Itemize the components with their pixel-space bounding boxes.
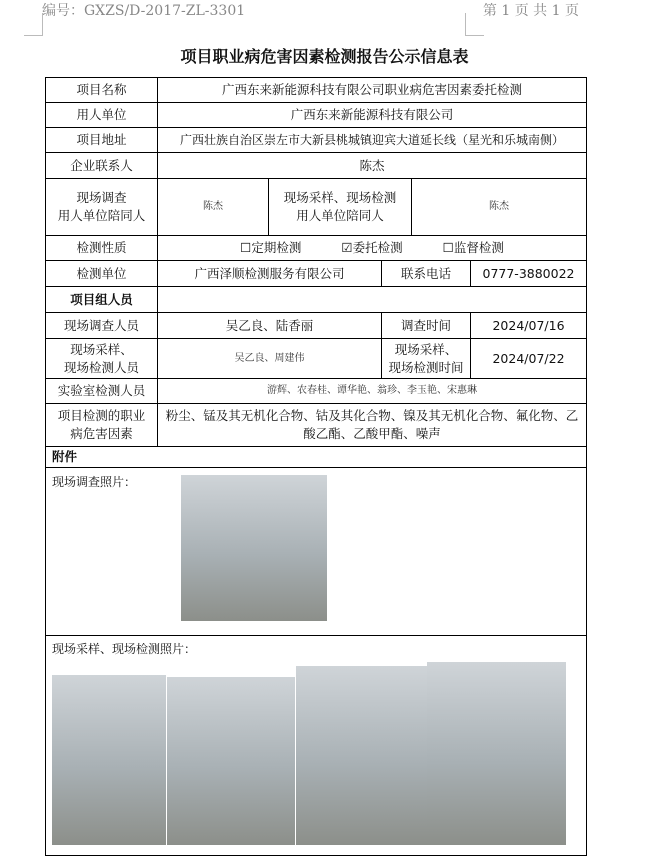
page-indicator: 第 1 页 共 1 页 <box>482 3 579 19</box>
samplers: 吴乙良、周建伟 <box>158 339 382 379</box>
label: 现场采样、现场检测 用人单位陪同人 <box>269 179 412 236</box>
testing-unit: 广西泽顺检测服务有限公司 <box>158 261 382 287</box>
survey-photos-label: 现场调查照片： <box>52 475 137 489</box>
section-label: 附件 <box>46 447 587 468</box>
sampling-photo <box>427 662 566 845</box>
contact: 陈杰 <box>158 153 587 179</box>
address: 广西壮族自治区崇左市大新县桃城镇迎宾大道延长线（星光和乐城南侧） <box>158 128 587 153</box>
sampling-time: 2024/07/22 <box>471 339 587 379</box>
page-title: 项目职业病危害因素检测报告公示信息表 <box>180 47 469 66</box>
sampling-escort: 陈杰 <box>412 179 587 236</box>
survey-time: 2024/07/16 <box>471 313 587 339</box>
hazards: 粉尘、锰及其无机化合物、钴及其化合物、镍及其无机化合物、氟化物、乙酸乙酯、乙酸甲酯、噪声 <box>158 404 587 447</box>
sampling-photo <box>296 666 427 845</box>
label: 现场调查 用人单位陪同人 <box>46 179 158 236</box>
label: 项目地址 <box>46 128 158 153</box>
label: 企业联系人 <box>46 153 158 179</box>
sampling-photo <box>52 675 166 845</box>
survey-photo <box>181 475 327 621</box>
label: 项目名称 <box>46 78 158 103</box>
corner-mark <box>24 13 43 36</box>
label: 现场调查人员 <box>46 313 158 339</box>
label: 检测性质 <box>46 236 158 261</box>
document-number: 编号：GXZS/D-2017-ZL-3301 <box>42 3 246 19</box>
survey-escort: 陈杰 <box>158 179 269 236</box>
label: 现场采样、 现场检测人员 <box>46 339 158 379</box>
checkbox-periodic[interactable]: ☐定期检测 <box>240 240 302 255</box>
project-name: 广西东来新能源科技有限公司职业病危害因素委托检测 <box>158 78 587 103</box>
label: 检测单位 <box>46 261 158 287</box>
label: 现场采样、 现场检测时间 <box>382 339 471 379</box>
employer: 广西东来新能源科技有限公司 <box>158 103 587 128</box>
checkbox-commissioned[interactable]: ☑委托检测 <box>341 240 403 255</box>
nature-options <box>158 236 587 261</box>
lab-staff: 游辉、农春桂、谭华艳、翁珍、李玉艳、宋惠琳 <box>158 379 587 404</box>
section-label: 项目组人员 <box>46 287 158 313</box>
label: 调查时间 <box>382 313 471 339</box>
sampling-photo <box>167 677 295 845</box>
label: 用人单位 <box>46 103 158 128</box>
surveyors: 吴乙良、陆香丽 <box>158 313 382 339</box>
corner-mark <box>465 13 484 36</box>
label: 实验室检测人员 <box>46 379 158 404</box>
label: 联系电话 <box>382 261 471 287</box>
checkbox-supervisory[interactable]: ☐监督检测 <box>442 240 504 255</box>
label: 项目检测的职业 病危害因素 <box>46 404 158 447</box>
phone: 0777-3880022 <box>471 261 587 287</box>
sampling-photos-label: 现场采样、现场检测照片： <box>52 642 197 656</box>
